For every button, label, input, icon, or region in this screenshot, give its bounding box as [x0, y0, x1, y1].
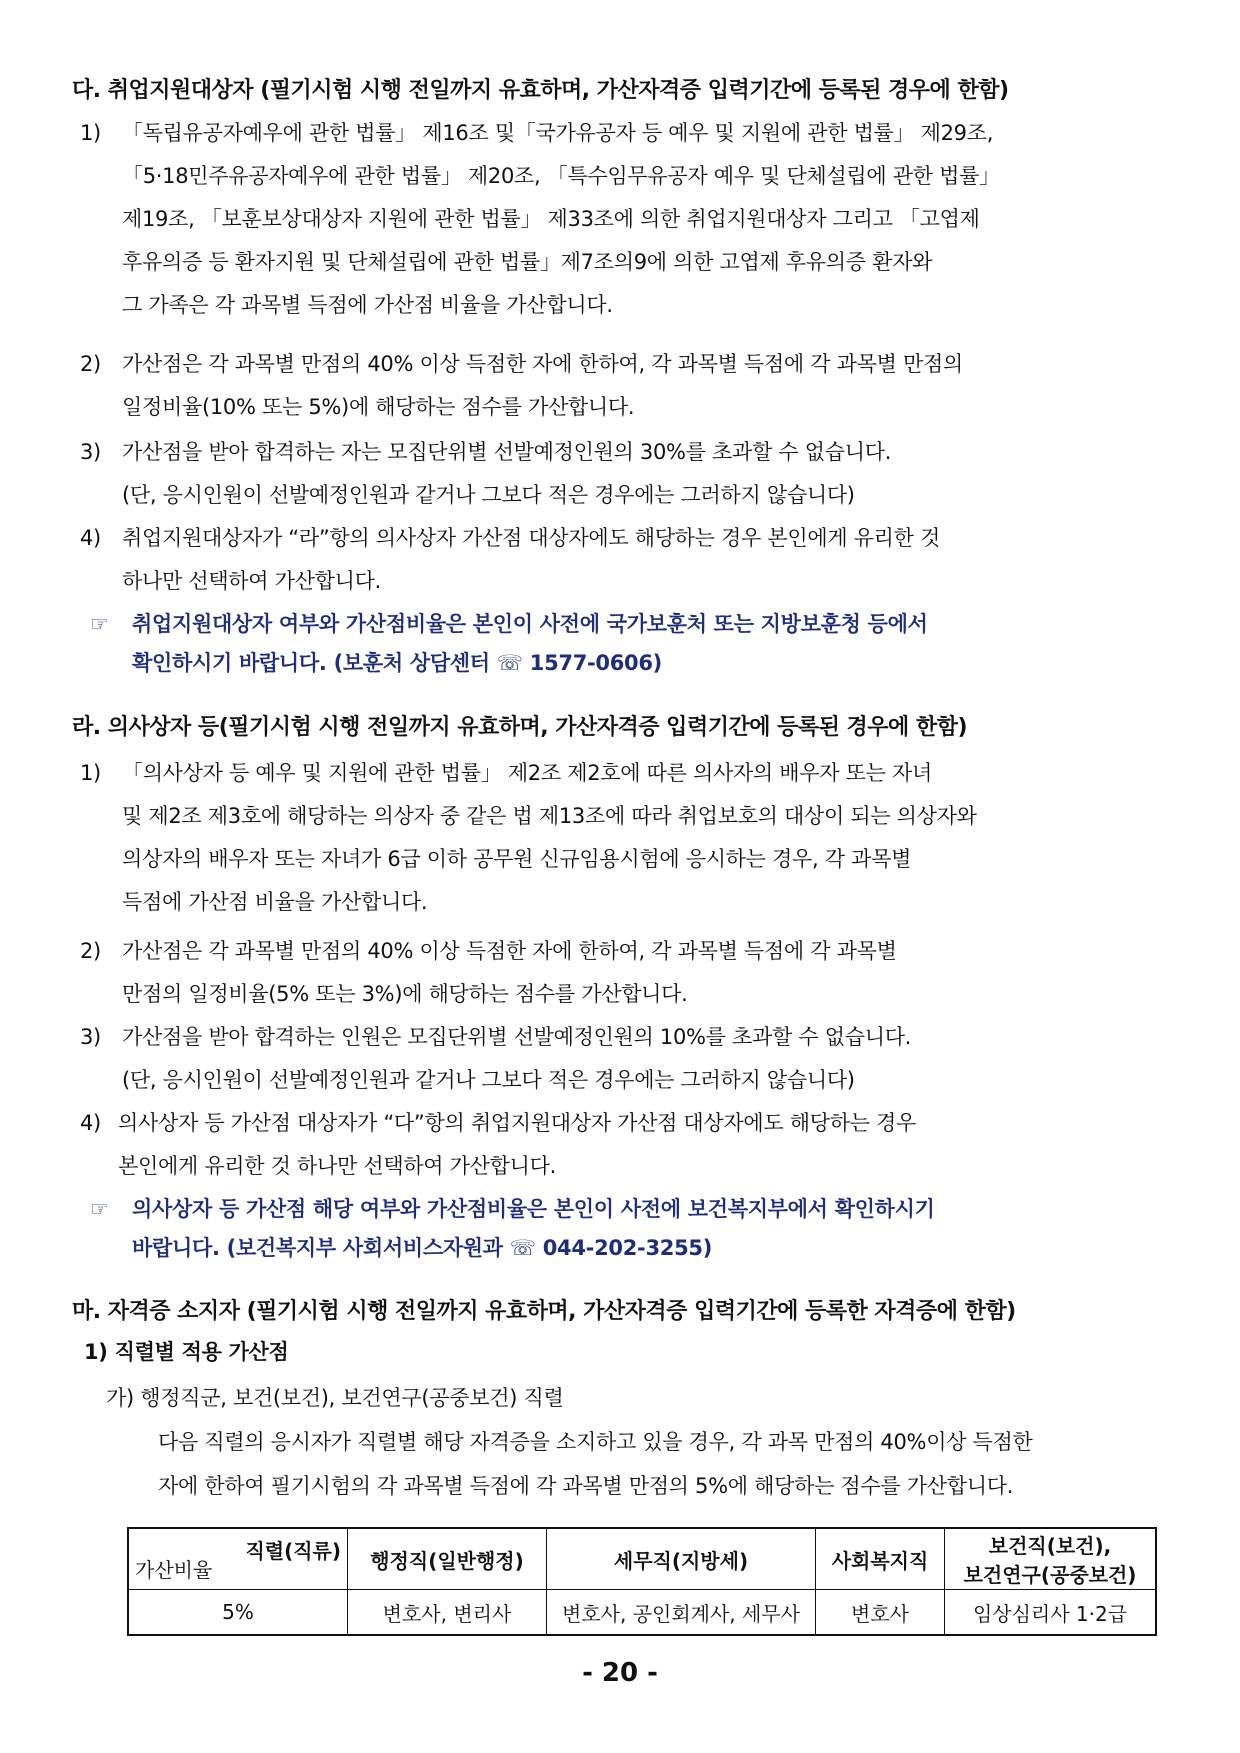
section-da-item-3: [80, 431, 1180, 517]
section-ma-sub-1: 1) 직렬별 적용 가산점: [84, 1340, 289, 1364]
item-line: 본인에게 유리한 것 하나만 선택하여 가산합니다.: [118, 1154, 556, 1178]
item-line: 가산점을 받아 합격하는 자는 모집단위별 선발예정인원의 30%를 초과할 수 없습니다.: [122, 440, 892, 464]
item-number: 2): [80, 352, 101, 376]
table-cell: 변호사, 공인회계사, 세무사: [547, 1590, 816, 1636]
item-line: 의사상자 등 가산점 대상자가 “다”항의 취업지원대상자 가산점 대상자에도 해당하는 경우: [118, 1111, 917, 1135]
section-da-item-1: [80, 112, 1180, 327]
item-line: 가산점을 받아 합격하는 인원은 모집단위별 선발예정인원의 10%를 초과할 수 없습니다.: [122, 1025, 912, 1049]
table-cell: 임상심리사 1·2급: [945, 1590, 1157, 1636]
item-line: 및 제2조 제3호에 해당하는 의상자 중 같은 법 제13조에 따라 취업보호의 대상이 되는 의상자와: [122, 804, 977, 828]
item-number: 4): [80, 526, 101, 550]
note-line: 확인하시기 바랍니다. (보훈처 상담센터 ☏ 1577-0606): [132, 651, 662, 675]
item-line: 일정비율(10% 또는 5%)에 해당하는 점수를 가산합니다.: [122, 395, 635, 419]
item-line: (단, 응시인원이 선발예정인원과 같거나 그보다 적은 경우에는 그러하지 않습니다): [122, 483, 855, 507]
section-ma-desc-line: 다음 직렬의 응시자가 직렬별 해당 자격증을 소지하고 있을 경우, 각 과목 만점의 40%이상 득점한: [158, 1430, 1033, 1454]
certificate-bonus-table: [127, 1527, 1157, 1636]
table-row: [128, 1590, 1156, 1636]
section-da-heading: 다. 취업지원대상자 (필기시험 시행 전일까지 유효하며, 가산자격증 입력기간에 등록된 경우에 한함): [72, 78, 1009, 103]
item-line: (단, 응시인원이 선발예정인원과 같거나 그보다 적은 경우에는 그러하지 않습니다): [122, 1068, 855, 1092]
item-line: 「의사상자 등 예우 및 지원에 관한 법률」 제2조 제2호에 따른 의사자의 배우자 또는 자녀: [122, 761, 932, 785]
item-line: 의상자의 배우자 또는 자녀가 6급 이하 공무원 신규임용시험에 응시하는 경우, 각 과목별: [122, 847, 912, 871]
section-ma-sub-ga: 가) 행정직군, 보건(보건), 보건연구(공중보건) 직렬: [106, 1386, 564, 1410]
section-ra-note: [90, 1190, 1170, 1268]
item-number: 2): [80, 939, 101, 963]
table-cell-rate: 5%: [128, 1590, 348, 1636]
item-line: 만점의 일정비율(5% 또는 3%)에 해당하는 점수를 가산합니다.: [122, 982, 688, 1006]
table-corner-cell: [128, 1528, 348, 1590]
corner-top-label: 직렬(직류): [245, 1539, 341, 1563]
note-line: 바랍니다. (보건복지부 사회서비스자원과 ☏ 044-202-3255): [132, 1236, 712, 1260]
section-ra-heading: 라. 의사상자 등(필기시험 시행 전일까지 유효하며, 가산자격증 입력기간에 등록된 경우에 한함): [72, 715, 967, 740]
item-line: 가산점은 각 과목별 만점의 40% 이상 득점한 자에 한하여, 각 과목별 득점에 각 과목별: [122, 939, 897, 963]
note-line: 의사상자 등 가산점 해당 여부와 가산점비율은 본인이 사전에 보건복지부에서 확인하시기: [132, 1197, 935, 1221]
table-header-cell: 세무직(지방세): [547, 1528, 816, 1590]
section-da-item-2: [80, 343, 1180, 429]
item-line: 「독립유공자예우에 관한 법률」 제16조 및「국가유공자 등 예우 및 지원에 관한 법률」 제29조,: [122, 121, 994, 145]
table-cell: 변호사: [816, 1590, 945, 1636]
section-ra-item-3: [80, 1016, 1180, 1102]
section-ra-item-2: [80, 930, 1180, 1016]
pointing-hand-icon: ☞: [90, 612, 109, 636]
section-da-note: [90, 605, 1170, 683]
page-number: - 20 -: [582, 1658, 658, 1688]
header-line: 보건연구(공중보건): [963, 1563, 1137, 1587]
item-line: 가산점은 각 과목별 만점의 40% 이상 득점한 자에 한하여, 각 과목별 득점에 각 과목별 만점의: [122, 352, 963, 376]
item-line: 제19조, 「보훈보상대상자 지원에 관한 법률」 제33조에 의한 취업지원대상자 그리고 「고엽제: [122, 207, 980, 231]
header-line: 보건직(보건),: [988, 1534, 1112, 1558]
item-number: 1): [80, 761, 101, 785]
table-header-cell: 행정직(일반행정): [348, 1528, 547, 1590]
item-number: 4): [80, 1111, 101, 1135]
table-header-cell: 사회복지직: [816, 1528, 945, 1590]
section-da-item-4: [80, 517, 1180, 603]
section-ra-item-1: [80, 752, 1180, 924]
section-ma-heading: 마. 자격증 소지자 (필기시험 시행 전일까지 유효하며, 가산자격증 입력기간에 등록한 자격증에 한함): [72, 1299, 1016, 1324]
item-line: 하나만 선택하여 가산합니다.: [122, 569, 381, 593]
item-line: 「5·18민주유공자예우에 관한 법률」 제20조, 「특수임무유공자 예우 및 단체설립에 관한 법률」: [122, 164, 1000, 188]
item-number: 3): [80, 1025, 101, 1049]
item-line: 그 가족은 각 과목별 득점에 가산점 비율을 가산합니다.: [122, 293, 613, 317]
item-line: 후유의증 등 환자지원 및 단체설립에 관한 법률」제7조의9에 의한 고엽제 후유의증 환자와: [122, 250, 933, 274]
note-line: 취업지원대상자 여부와 가산점비율은 본인이 사전에 국가보훈처 또는 지방보훈청 등에서: [132, 612, 928, 636]
table-header-cell: [945, 1528, 1157, 1590]
table-cell: 변호사, 변리사: [348, 1590, 547, 1636]
item-number: 3): [80, 440, 101, 464]
section-ma-desc-line: 자에 한하여 필기시험의 각 과목별 득점에 각 과목별 만점의 5%에 해당하는 점수를 가산합니다.: [158, 1474, 1014, 1498]
item-number: 1): [80, 121, 101, 145]
corner-bottom-label: 가산비율: [135, 1558, 213, 1582]
item-line: 취업지원대상자가 “라”항의 의사상자 가산점 대상자에도 해당하는 경우 본인에게 유리한 것: [122, 526, 941, 550]
section-ra-item-4: [80, 1102, 1180, 1188]
table-header-row: [128, 1528, 1156, 1590]
item-line: 득점에 가산점 비율을 가산합니다.: [122, 890, 428, 914]
pointing-hand-icon: ☞: [90, 1197, 109, 1221]
